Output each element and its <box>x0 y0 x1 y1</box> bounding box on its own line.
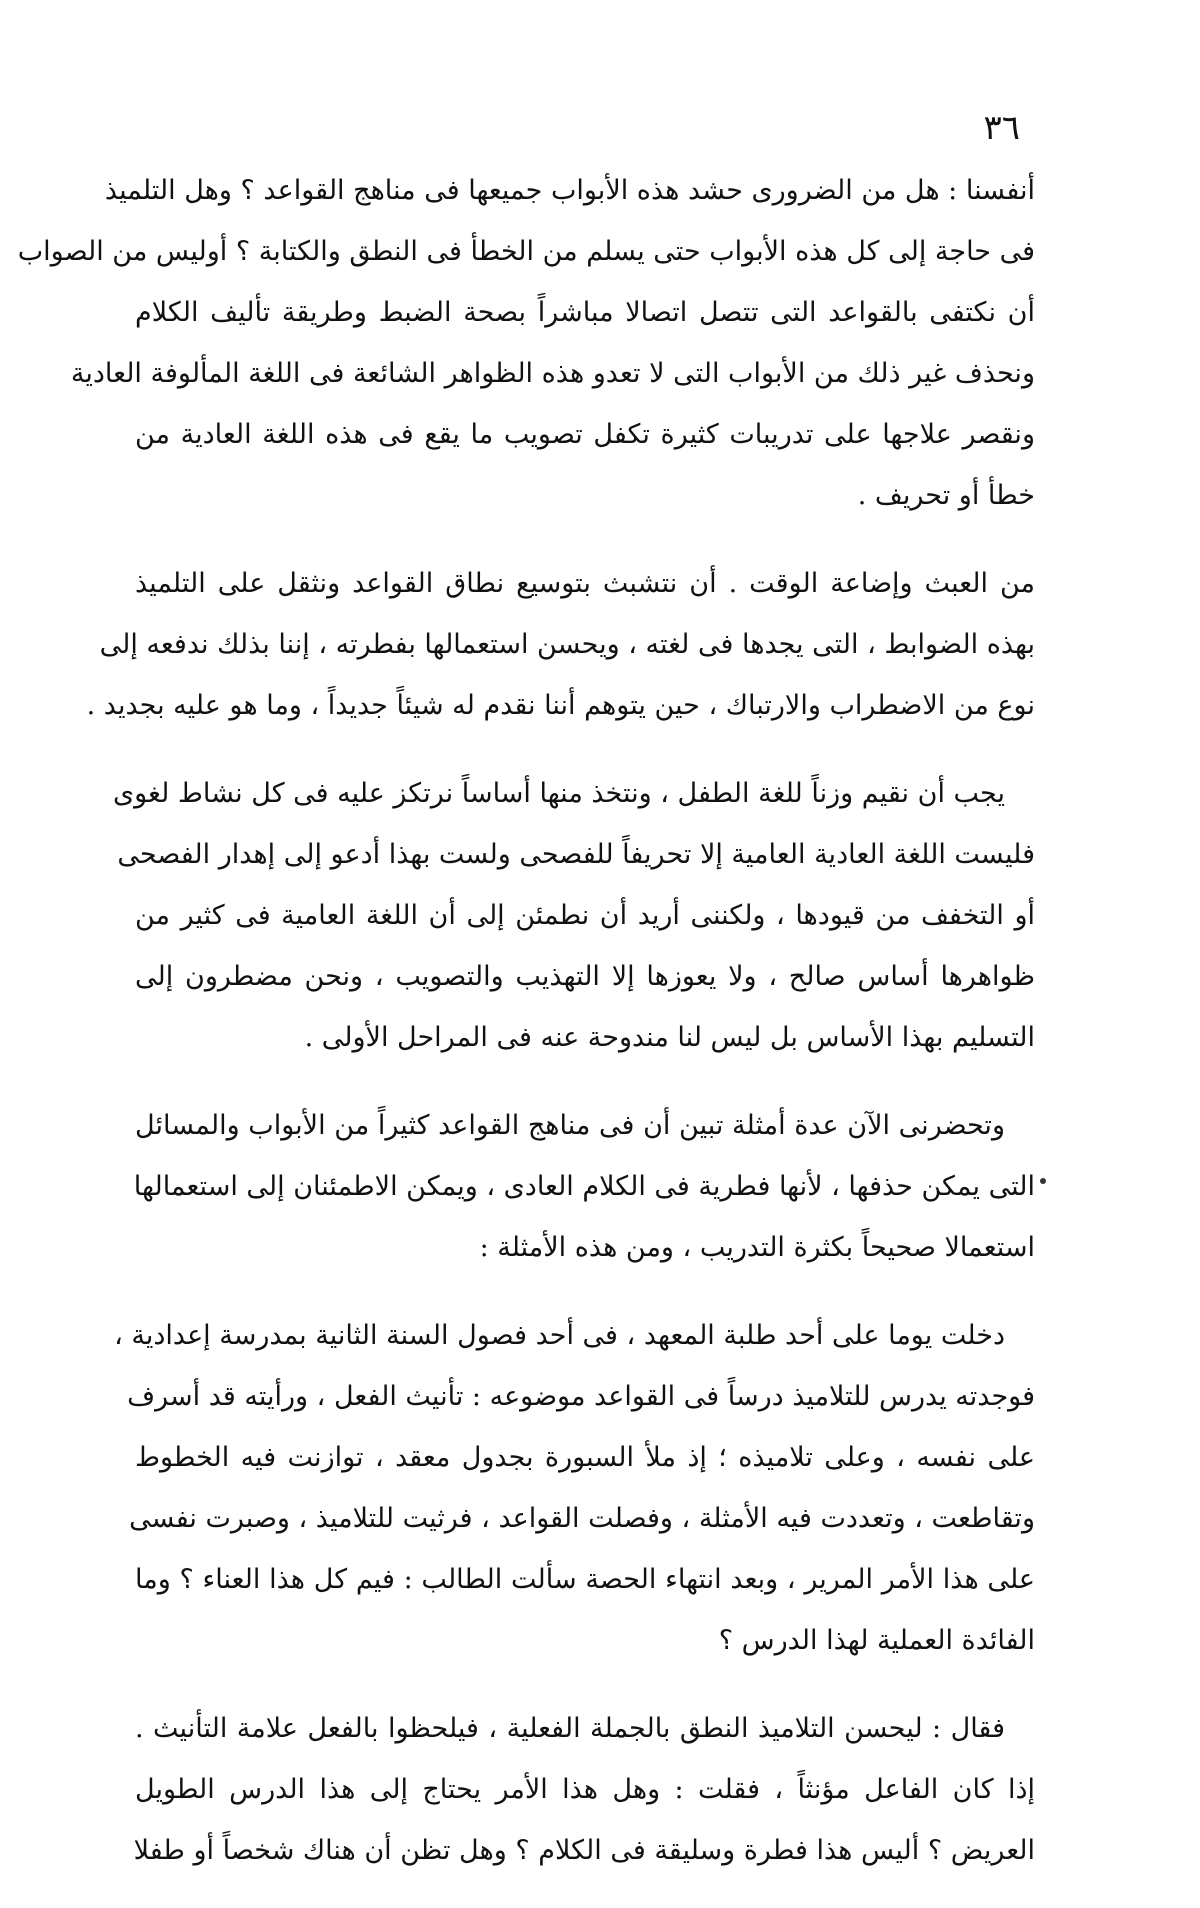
text-line: أو التخفف من قيودها ، ولكننى أريد أن نطمئن إلى أن اللغة العامية فى كثير من <box>135 900 1035 931</box>
text-line: دخلت يوما على أحد طلبة المعهد ، فى أحد فصول السنة الثانية بمدرسة إعدادية ، <box>114 1320 1005 1351</box>
page-number: ٣٦ <box>983 108 1020 148</box>
text-line: التى يمكن حذفها ، لأنها فطرية فى الكلام العادى ، ويمكن الاطمئنان إلى استعمالها <box>133 1171 1035 1202</box>
page-body <box>17 160 1035 1908</box>
text-line: الفائدة العملية لهذا الدرس ؟ <box>718 1625 1035 1656</box>
paragraph <box>114 1305 1035 1671</box>
text-line: خطأ أو تحريف . <box>857 480 1035 511</box>
paragraph <box>135 1698 1035 1881</box>
text-line: التسليم بهذا الأساس بل ليس لنا مندوحة عنه فى المراحل الأولى . <box>304 1022 1035 1053</box>
text-line: فوجدته يدرس للتلاميذ درساً فى القواعد موضوعه : تأنيث الفعل ، ورأيته قد أسرف <box>127 1381 1035 1412</box>
margin-dot <box>1040 1178 1046 1184</box>
paragraph <box>135 1095 1035 1278</box>
text-line: ونقصر علاجها على تدريبات كثيرة تكفل تصويب ما يقع فى هذه اللغة العادية من <box>135 419 1035 450</box>
text-line: ونحذف غير ذلك من الأبواب التى لا تعدو هذه الظواهر الشائعة فى اللغة المألوفة العادية <box>70 358 1035 389</box>
text-line: فقال : ليحسن التلاميذ النطق بالجملة الفعلية ، فيلحظوا بالفعل علامة التأنيث . <box>135 1713 1005 1744</box>
text-line: استعمالا صحيحاً بكثرة التدريب ، ومن هذه الأمثلة : <box>479 1232 1035 1263</box>
text-line: وتقاطعت ، وتعددت فيه الأمثلة ، وفصلت القواعد ، فرثيت للتلاميذ ، وصبرت نفسى <box>129 1503 1035 1534</box>
text-line: إذا كان الفاعل مؤنثاً ، فقلت : وهل هذا الأمر يحتاج إلى هذا الدرس الطويل <box>135 1774 1035 1805</box>
paragraph <box>86 553 1035 736</box>
text-line: العريض ؟ أليس هذا فطرة وسليقة فى الكلام ؟ وهل تظن أن هناك شخصاً أو طفلا <box>133 1835 1035 1866</box>
text-line: وتحضرنى الآن عدة أمثلة تبين أن فى مناهج القواعد كثيراً من الأبواب والمسائل <box>135 1110 1005 1141</box>
text-line: ظواهرها أساس صالح ، ولا يعوزها إلا التهذيب والتصويب ، ونحن مضطرون إلى <box>135 961 1035 992</box>
paragraph <box>17 160 1035 526</box>
text-line: أن نكتفى بالقواعد التى تتصل اتصالا مباشراً بصحة الضبط وطريقة تأليف الكلام <box>135 297 1035 328</box>
text-line: نوع من الاضطراب والارتباك ، حين يتوهم أننا نقدم له شيئاً جديداً ، وما هو عليه بجديد . <box>86 690 1035 721</box>
text-line: يجب أن نقيم وزناً للغة الطفل ، ونتخذ منها أساساً نرتكز عليه فى كل نشاط لغوى <box>112 778 1005 809</box>
text-line: فليست اللغة العادية العامية إلا تحريفاً للفصحى ولست بهذا أدعو إلى إهدار الفصحى <box>117 839 1035 870</box>
text-line: من العبث وإضاعة الوقت . أن نتشبث بتوسيع نطاق القواعد ونثقل على التلميذ <box>135 568 1035 599</box>
text-line: فى حاجة إلى كل هذه الأبواب حتى يسلم من الخطأ فى النطق والكتابة ؟ أوليس من الصواب <box>17 236 1035 267</box>
text-line: على هذا الأمر المرير ، وبعد انتهاء الحصة سألت الطالب : فيم كل هذا العناء ؟ وما <box>135 1564 1035 1595</box>
text-line: بهذه الضوابط ، التى يجدها فى لغته ، ويحسن استعمالها بفطرته ، إننا بذلك ندفعه إلى <box>99 629 1035 660</box>
text-line: أنفسنا : هل من الضرورى حشد هذه الأبواب جميعها فى مناهج القواعد ؟ وهل التلميذ <box>104 175 1035 206</box>
text-line: على نفسه ، وعلى تلاميذه ؛ إذ ملأ السبورة بجدول معقد ، توازنت فيه الخطوط <box>135 1442 1035 1473</box>
paragraph <box>112 763 1035 1068</box>
